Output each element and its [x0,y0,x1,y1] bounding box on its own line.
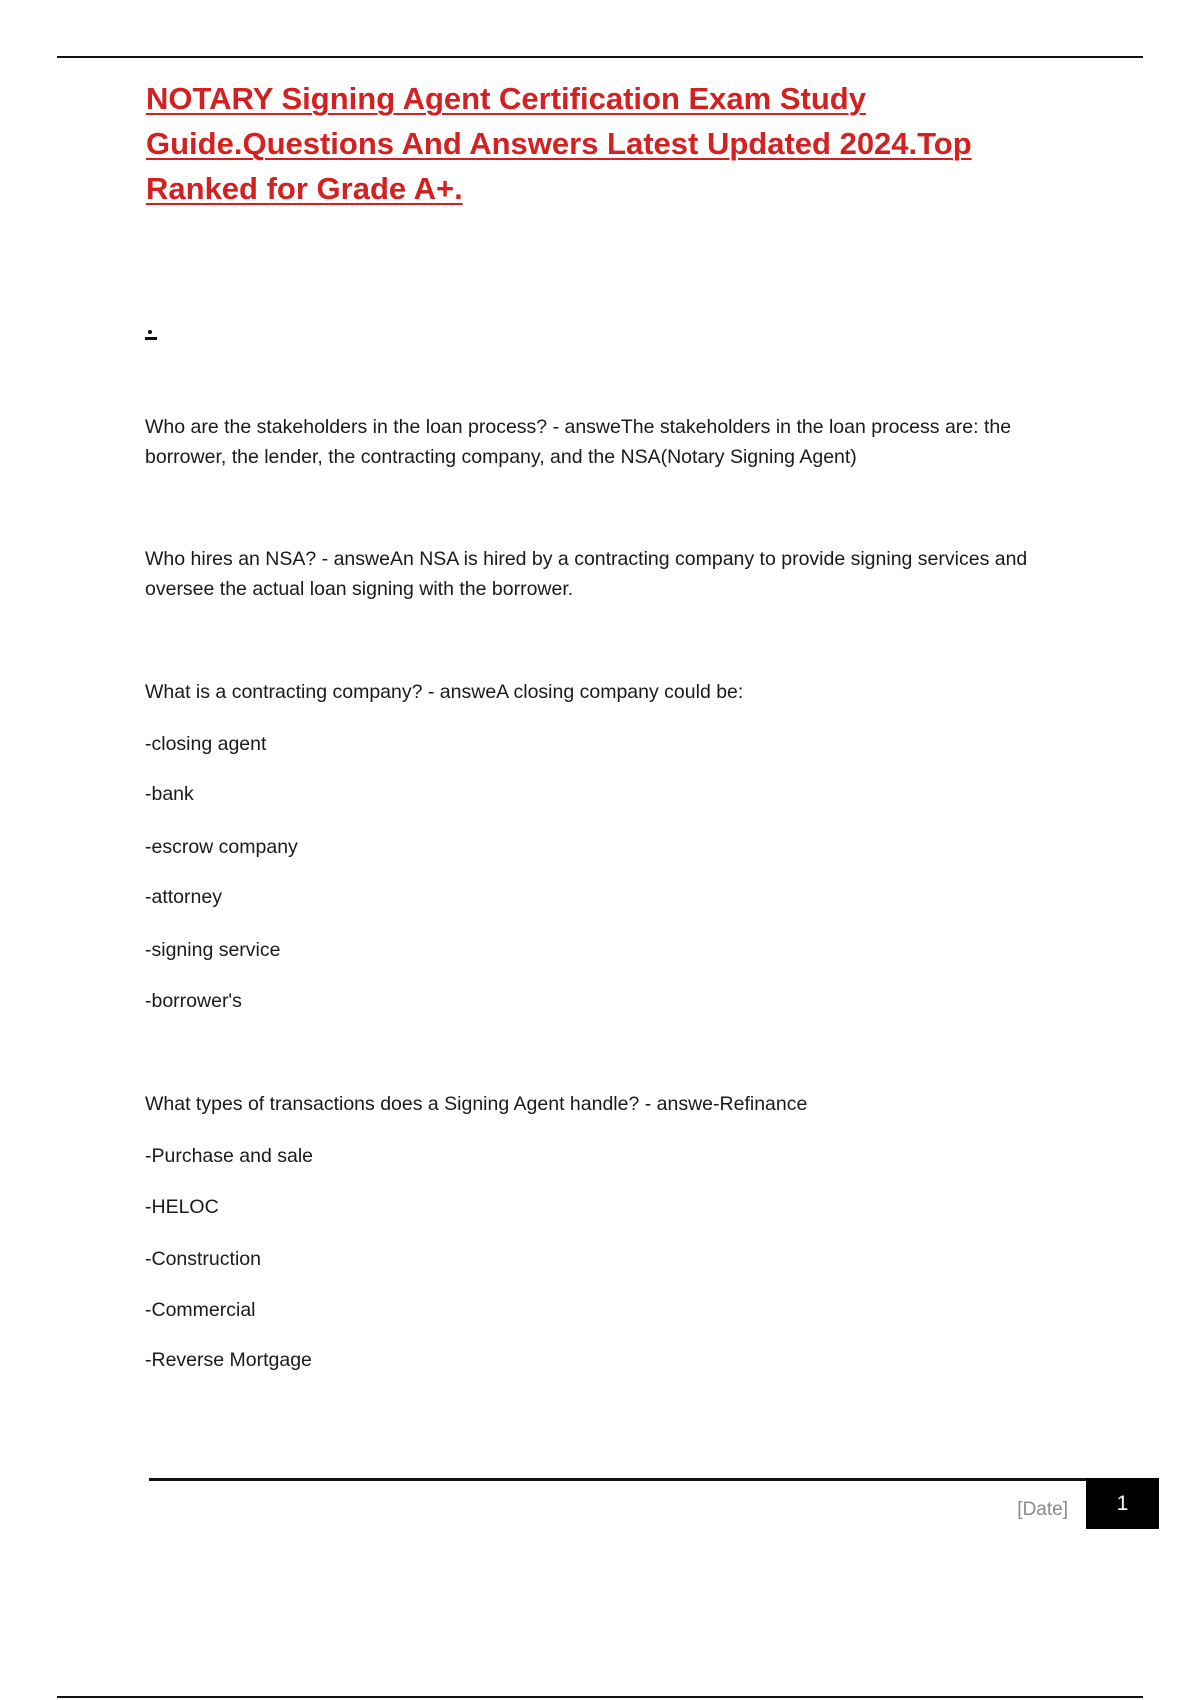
list-item: -Commercial [145,1299,256,1321]
list-item: -closing agent [145,733,267,755]
bullet-mark-icon [145,330,157,342]
qa-contracting-company: What is a contracting company? - answeA closing company could be: [145,681,744,703]
top-rule [57,56,1143,58]
list-item: -borrower's [145,990,242,1012]
list-item: -bank [145,783,194,805]
list-item: -Reverse Mortgage [145,1349,312,1371]
footer-rule [149,1478,1086,1481]
list-item: -signing service [145,939,281,961]
list-item: -Construction [145,1248,261,1270]
list-item: -attorney [145,886,222,908]
page-number-badge: 1 [1086,1478,1159,1529]
list-item: -Purchase and sale [145,1145,314,1167]
qa-who-hires-nsa: Who hires an NSA? - answeAn NSA is hired by a contracting company to provide signing services and oversee the actual loan signing with the borrower. [145,548,1028,600]
list-item: -HELOC [145,1196,219,1218]
footer-date: [Date] [1017,1499,1068,1520]
list-item: -escrow company [145,836,298,858]
qa-transaction-types: What types of transactions does a Signing Agent handle? - answe-Refinance [145,1093,808,1115]
qa-stakeholders: Who are the stakeholders in the loan process? - answeThe stakeholders in the loan process are: the borrower, the lender, the contracting company, and the NSA(Notary Signing Agent) [145,416,1012,468]
document-title: NOTARY Signing Agent Certification Exam Study Guide.Questions And Answers Latest Updated 2024.Top Ranked for Grade A+. [146,81,972,206]
bottom-rule [57,1696,1143,1698]
